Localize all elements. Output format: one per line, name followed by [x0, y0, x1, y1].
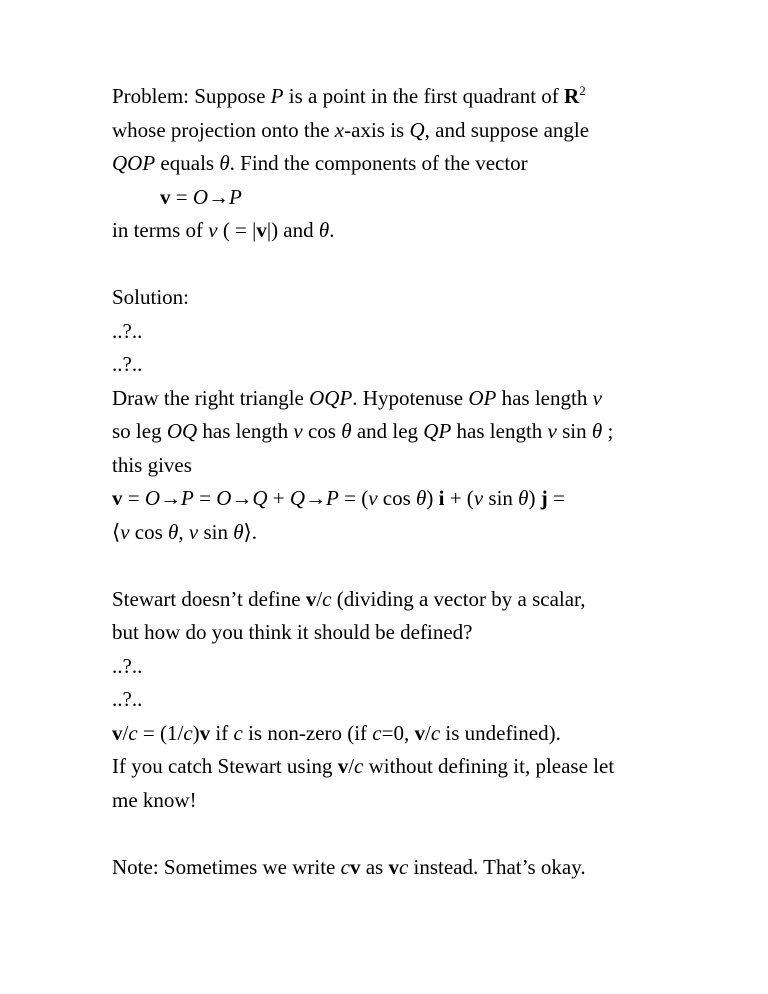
solution-placeholder-2: ..?..: [112, 352, 143, 376]
problem-line-2: whose projection onto the x-axis is Q, and suppose angle: [112, 117, 590, 142]
problem-line-3: QOP equals θ. Find the components of the vector: [112, 151, 528, 175]
division-placeholder-2: ..?..: [112, 687, 143, 711]
blank-line: [112, 817, 672, 851]
problem-vector-definition: v = O→P: [160, 184, 242, 209]
problem-line-1: Problem: Suppose P is a point in the first quadrant of $R^2$: [112, 83, 586, 108]
note-line: Note: Sometimes we write cv as vc instead. That’s okay.: [112, 854, 586, 879]
solution-line-2: so leg OQ has length v cos θ and leg QP has length v sin θ ;: [112, 419, 614, 443]
solution-equation: v = O→P = O→Q + Q→P = (v cos θ) i + (v sin θ) j =: [112, 486, 565, 510]
division-placeholder-1: ..?..: [112, 653, 143, 678]
solution-line-3: this gives: [112, 452, 192, 477]
solution-placeholder-1: ..?..: [112, 318, 143, 343]
document-page: [112, 80, 672, 884]
division-line-4: If you catch Stewart using v/c without defining it, please let: [112, 754, 615, 778]
division-line-1: Stewart doesn’t define v/c (dividing a vector by a scalar,: [112, 586, 586, 611]
division-definition: v/c = (1/c)v if c is non-zero (if c=0, v/c is undefined).: [112, 720, 561, 745]
solution-line-1: Draw the right triangle OQP. Hypotenuse OP has length v: [112, 385, 602, 410]
solution-heading: Solution:: [112, 285, 190, 309]
blank-line: [112, 549, 672, 583]
solution-components: ⟨v cos θ, v sin θ⟩.: [112, 519, 257, 544]
division-line-5: me know!: [112, 787, 197, 812]
problem-line-5: in terms of v ( = |v|) and θ.: [112, 218, 335, 242]
division-line-2: but how do you think it should be defined?: [112, 620, 473, 644]
blank-line: [112, 248, 672, 282]
